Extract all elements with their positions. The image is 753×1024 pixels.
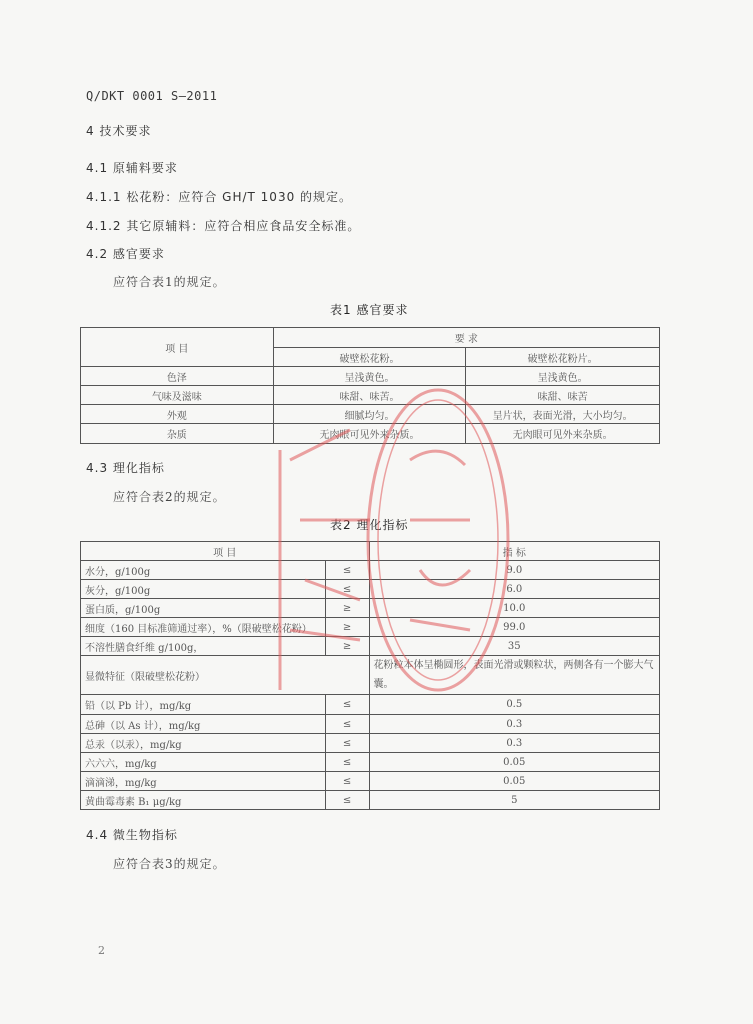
table-cell: ≤ — [325, 772, 369, 791]
table-cell: 水分，g/100g — [81, 561, 326, 580]
table-cell: 不溶性膳食纤维 g/100g， — [81, 637, 326, 656]
physicochemical-table — [80, 541, 660, 810]
table-cell: 总汞（以汞），mg/kg — [81, 734, 326, 753]
clause-4-1-2: 4.1.2 其它原辅料：应符合相应食品安全标准。 — [86, 219, 361, 233]
table-cell: ≤ — [325, 695, 369, 715]
table-cell: 0.3 — [369, 715, 659, 734]
table-cell: 蛋白质，g/100g — [81, 599, 326, 618]
table-cell: 0.5 — [369, 695, 659, 715]
table-row — [81, 715, 660, 734]
table-header-requirement: 要 求 — [273, 328, 659, 348]
table-row — [81, 656, 660, 695]
table-cell: 10.0 — [369, 599, 659, 618]
table-cell: 外观 — [81, 405, 274, 424]
table-cell: 气味及滋味 — [81, 386, 274, 405]
paragraph-4-3: 应符合表2的规定。 — [113, 490, 226, 504]
table-cell: ≤ — [325, 580, 369, 599]
table-header-value: 指 标 — [369, 542, 659, 561]
section-4-1-heading: 4.1 原辅料要求 — [86, 161, 178, 175]
table-cell: 5 — [369, 791, 659, 810]
table-cell: 显微特征（限破壁松花粉） — [81, 656, 370, 695]
table-cell: 六六六，mg/kg — [81, 753, 326, 772]
table-cell: 99.0 — [369, 618, 659, 637]
table-cell: 呈浅黄色。 — [466, 367, 660, 386]
table-row — [81, 405, 660, 424]
table-cell: ≤ — [325, 791, 369, 810]
table-cell: 杂质 — [81, 424, 274, 444]
table-cell: 细腻均匀。 — [273, 405, 466, 424]
table-cell: 总砷（以 As 计），mg/kg — [81, 715, 326, 734]
table-row — [81, 580, 660, 599]
section-4-2-heading: 4.2 感官要求 — [86, 247, 165, 261]
section-4-4-heading: 4.4 微生物指标 — [86, 828, 178, 842]
document-id: Q/DKT 0001 S—2011 — [86, 89, 218, 103]
table-cell: 6.0 — [369, 580, 659, 599]
section-4-3-heading: 4.3 理化指标 — [86, 461, 165, 475]
table-row — [81, 695, 660, 715]
table-subheader: 破壁松花粉。 — [273, 348, 466, 367]
table-cell: 9.0 — [369, 561, 659, 580]
table-row — [81, 618, 660, 637]
paragraph-4-4: 应符合表3的规定。 — [113, 857, 226, 871]
table-cell: 细度（160 目标准筛通过率），%（限破壁松花粉） — [81, 618, 326, 637]
table-cell: 黄曲霉毒素 B₁ μg/kg — [81, 791, 326, 810]
table-cell: 味甜、味苦 — [466, 386, 660, 405]
table-header-item: 项 目 — [81, 542, 370, 561]
section-4-heading: 4 技术要求 — [86, 124, 152, 138]
table-cell: 呈片状，表面光滑，大小均匀。 — [466, 405, 660, 424]
table-row — [81, 599, 660, 618]
table-cell: 0.05 — [369, 772, 659, 791]
table-row — [81, 753, 660, 772]
table-row — [81, 367, 660, 386]
table-cell: 0.05 — [369, 753, 659, 772]
table-cell: 铅（以 Pb 计），mg/kg — [81, 695, 326, 715]
table-cell: ≥ — [325, 618, 369, 637]
table-cell: 0.3 — [369, 734, 659, 753]
table-row — [81, 772, 660, 791]
table-cell: 滴滴涕，mg/kg — [81, 772, 326, 791]
table-cell: 无肉眼可见外来杂质。 — [466, 424, 660, 444]
table-cell: 灰分，g/100g — [81, 580, 326, 599]
table-cell: 花粉粒本体呈椭圆形，表面光滑或颗粒状，两侧各有一个膨大气囊。 — [369, 656, 659, 695]
table-cell: ≤ — [325, 734, 369, 753]
table-1-caption: 表1 感官要求 — [330, 303, 409, 317]
table-cell: ≤ — [325, 561, 369, 580]
table-cell: ≥ — [325, 637, 369, 656]
table-header-item: 项 目 — [81, 328, 274, 367]
paragraph-4-2: 应符合表1的规定。 — [113, 275, 226, 289]
table-row — [81, 734, 660, 753]
table-row — [81, 637, 660, 656]
table-cell: 无肉眼可见外来杂质。 — [273, 424, 466, 444]
table-row — [81, 424, 660, 444]
table-row — [81, 561, 660, 580]
clause-4-1-1: 4.1.1 松花粉：应符合 GH/T 1030 的规定。 — [86, 190, 353, 204]
table-subheader: 破壁松花粉片。 — [466, 348, 660, 367]
table-cell: 35 — [369, 637, 659, 656]
sensory-table — [80, 327, 660, 444]
table-cell: 色泽 — [81, 367, 274, 386]
table-row — [81, 791, 660, 810]
table-row — [81, 386, 660, 405]
table-cell: 呈浅黄色。 — [273, 367, 466, 386]
table-cell: ≤ — [325, 753, 369, 772]
table-cell: ≤ — [325, 715, 369, 734]
table-cell: 味甜、味苦。 — [273, 386, 466, 405]
page-number: 2 — [98, 944, 105, 957]
table-cell: ≥ — [325, 599, 369, 618]
table-2-caption: 表2 理化指标 — [330, 518, 409, 532]
